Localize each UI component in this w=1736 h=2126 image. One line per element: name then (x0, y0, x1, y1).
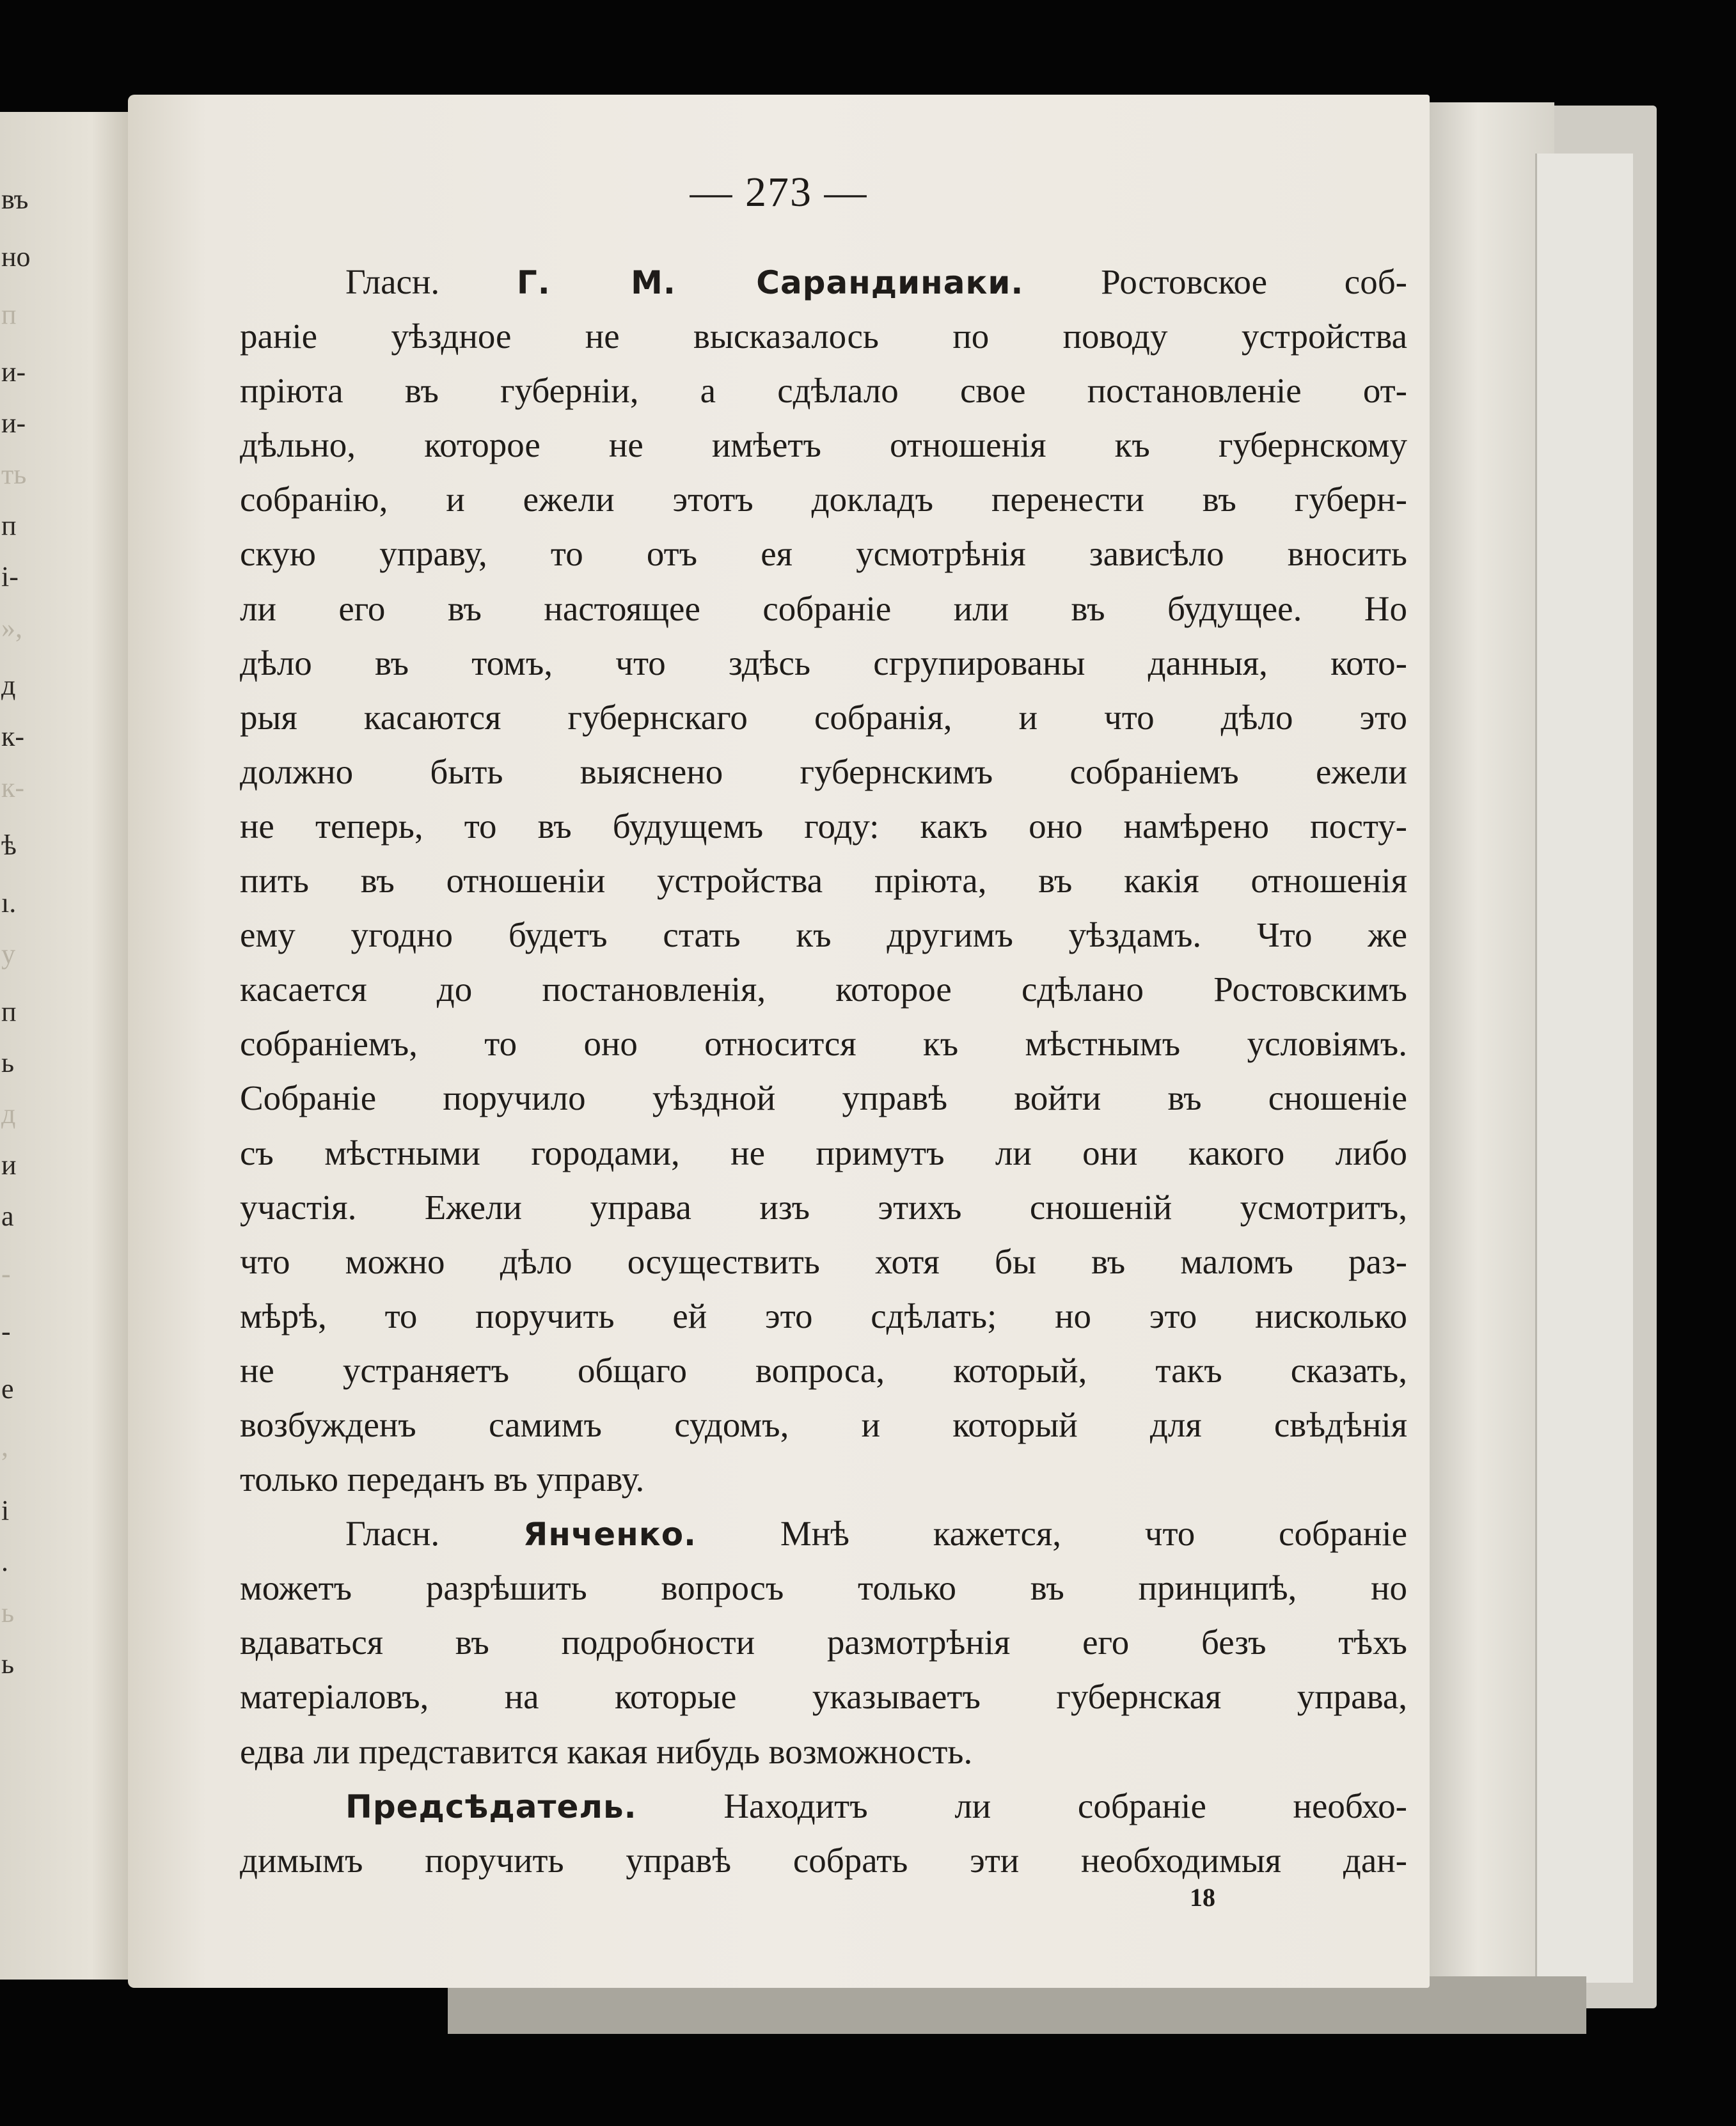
left-page-fragment: - (1, 1258, 11, 1289)
line-text: что можно дѣло осуществить хотя бы въ маломъ раз- (240, 1241, 1407, 1281)
left-page-fragment: е (1, 1373, 14, 1405)
left-page-fragment: », (1, 612, 22, 643)
left-page-fragment: к- (1, 721, 25, 752)
left-page-fragment: а (1, 1201, 14, 1232)
page-number: — 273 — (690, 169, 868, 216)
paragraph-first-line (240, 1506, 1407, 1561)
left-page-fragment: , (1, 1431, 8, 1462)
left-page-fragment: к- (1, 772, 25, 803)
text-line (240, 1343, 1407, 1398)
line-text: рыя касаются губернскаго собранія, и что дѣло это (240, 697, 1407, 737)
line-text: пить въ отношеніи устройства пріюта, въ какія отношенія (240, 861, 1407, 901)
left-page-fragment: п (1, 996, 17, 1027)
line-text: только переданъ въ управу. (240, 1460, 645, 1499)
line-text: собранію, и ежели этотъ докладъ перенести въ губерн- (240, 480, 1407, 519)
left-page-fragment: і- (1, 561, 19, 592)
cover-board-edge (1535, 154, 1633, 1983)
text-line (240, 1126, 1407, 1180)
left-page-fragment: и- (1, 407, 26, 439)
text-line (240, 908, 1407, 962)
left-page-fragment: у (1, 938, 15, 970)
text-line (240, 309, 1407, 363)
left-facing-page (0, 112, 131, 1980)
speaker-prefix: Гласн. (345, 1514, 440, 1554)
line-text: раніе уѣздное не высказалось по поводу устройства (240, 317, 1407, 356)
text-line (240, 363, 1407, 418)
left-page-fragment: и- (1, 356, 26, 388)
text-line (240, 1180, 1407, 1234)
left-page-fragment: п (1, 299, 17, 330)
speaker-name: Янченко. (523, 1516, 697, 1554)
text-line (240, 1234, 1407, 1289)
line-text: собраніемъ, то оно относится къ мѣстнымъ условіямъ. (240, 1024, 1407, 1064)
line-text: дѣльно, которое не имѣетъ отношенія къ губернскому (240, 425, 1407, 465)
left-page-fragment: и (1, 1149, 17, 1181)
text-line (240, 853, 1407, 908)
speaker-name: Предсѣдатель. (345, 1788, 637, 1825)
line-text: димымъ поручить управѣ собрать эти необходимыя дан- (240, 1840, 1407, 1880)
left-page-fragment: ть (1, 459, 27, 490)
line-text: Находитъ ли собраніе необхо- (723, 1786, 1407, 1825)
text-line (240, 1289, 1407, 1343)
left-page-fragment: ь (1, 1597, 15, 1628)
speaker-name: Г. М. Сарандинаки. (516, 264, 1024, 301)
left-page-fragment: - (1, 1316, 11, 1347)
text-line (240, 1452, 1407, 1506)
left-page-fragment: д (1, 1098, 16, 1130)
line-text: скую управу, то отъ ея усмотрѣнія зависѣло вносить (240, 534, 1407, 574)
line-text: не устраняетъ общаго вопроса, который, такъ сказать, (240, 1350, 1407, 1390)
text-line (240, 799, 1407, 853)
text-line (240, 962, 1407, 1016)
paragraph-first-line (240, 255, 1407, 309)
line-text: Собраніе поручило уѣздной управѣ войти въ сношеніе (240, 1078, 1407, 1118)
line-text: Ростовское соб- (1101, 262, 1407, 301)
line-text: ли его въ настоящее собраніе или въ будущее. Но (240, 588, 1407, 628)
line-text: мѣрѣ, то поручить ей это сдѣлать; но это нисколько (240, 1296, 1407, 1335)
left-page-fragment: д (1, 670, 16, 701)
text-line (240, 636, 1407, 690)
text-line (240, 1615, 1407, 1669)
line-text: пріюта въ губерніи, а сдѣлало свое постановленіе от- (240, 371, 1407, 411)
text-line (240, 1071, 1407, 1125)
text-line (240, 472, 1407, 526)
left-page-fragment: ь (1, 1648, 15, 1680)
right-page (128, 95, 1430, 1988)
speaker-prefix: Гласн. (345, 262, 440, 301)
text-line (240, 1398, 1407, 1452)
line-text: вдаваться въ подробности размотрѣнія его безъ тѣхъ (240, 1623, 1407, 1662)
text-line (240, 418, 1407, 472)
text-line (240, 1561, 1407, 1615)
line-text: дѣло въ томъ, что здѣсь сгрупированы данныя, кото- (240, 643, 1407, 682)
left-page-fragment: ь (1, 1047, 15, 1078)
line-text: можетъ разрѣшить вопросъ только въ принципѣ, но (240, 1568, 1407, 1608)
text-line (240, 744, 1407, 799)
left-page-fragment: п (1, 510, 17, 541)
line-text: не теперь, то въ будущемъ году: какъ оно намѣрено посту- (240, 806, 1407, 846)
line-text: возбужденъ самимъ судомъ, и который для свѣдѣнія (240, 1405, 1407, 1444)
signature-mark: 18 (1190, 1883, 1215, 1912)
line-text: ему угодно будетъ стать къ другимъ уѣздамъ. Что же (240, 915, 1407, 955)
line-text: матеріаловъ, на которые указываетъ губернская управа, (240, 1677, 1407, 1717)
left-page-fragment: і (1, 1495, 10, 1526)
text-line (240, 690, 1407, 744)
line-text: участія. Ежели управа изъ этихъ сношеній усмотритъ, (240, 1187, 1407, 1227)
paragraph-first-line (240, 1779, 1407, 1833)
left-page-fragment: ı. (1, 887, 17, 918)
text-line (240, 526, 1407, 581)
left-page-fragment: но (1, 241, 31, 272)
line-text: касается до постановленія, которое сдѣлано Ростовскимъ (240, 970, 1407, 1009)
left-page-fragment: въ (1, 184, 29, 215)
page-body-text (240, 255, 1407, 1887)
text-line (240, 1724, 1407, 1779)
line-text: съ мѣстными городами, не примутъ ли они какого либо (240, 1133, 1407, 1172)
line-text: Мнѣ кажется, что собраніе (780, 1514, 1407, 1554)
line-text: должно быть выяснено губернскимъ собраніемъ ежели (240, 752, 1407, 791)
line-text: едва ли представится какая нибудь возможность. (240, 1731, 973, 1771)
text-line (240, 1016, 1407, 1071)
text-line (240, 1833, 1407, 1887)
text-line (240, 581, 1407, 636)
left-page-fragment: ѣ (1, 830, 17, 861)
left-page-fragment: . (1, 1546, 8, 1577)
text-line (240, 1669, 1407, 1724)
